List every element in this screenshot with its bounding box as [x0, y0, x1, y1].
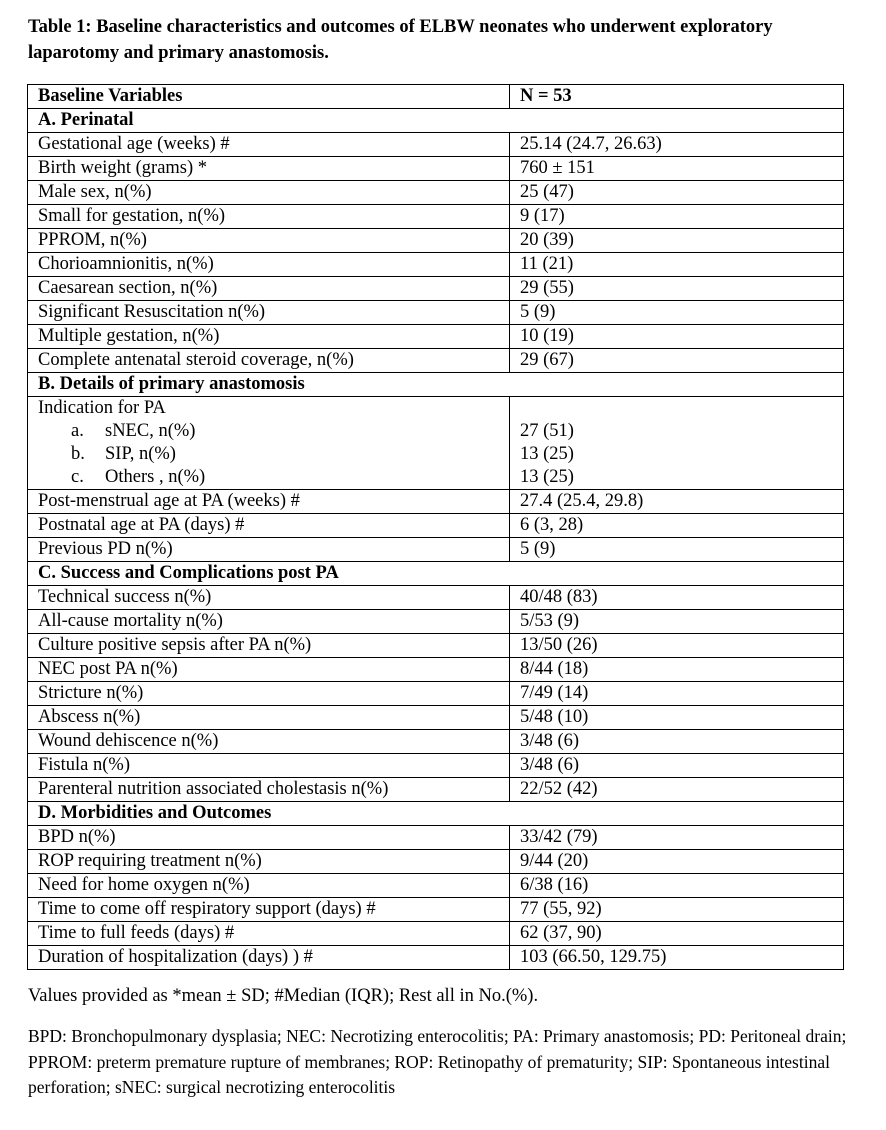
indication-item-value: 13 (25) — [520, 467, 574, 487]
table-header-row — [28, 85, 844, 109]
indication-item — [38, 466, 509, 489]
row-label: Gestational age (weeks) # — [28, 133, 510, 157]
row-label: Multiple gestation, n(%) — [28, 325, 510, 349]
row-label: Culture positive sepsis after PA n(%) — [28, 634, 510, 658]
table-row — [28, 874, 844, 898]
row-label: Duration of hospitalization (days) ) # — [28, 946, 510, 970]
table-row — [28, 253, 844, 277]
section-title: B. Details of primary anastomosis — [28, 373, 844, 397]
indication-item-value: 13 (25) — [520, 444, 574, 464]
baseline-table — [27, 84, 844, 970]
row-label: Male sex, n(%) — [28, 181, 510, 205]
table-row — [28, 325, 844, 349]
table-row — [28, 682, 844, 706]
table-row — [28, 850, 844, 874]
indication-item-label: Others , n(%) — [105, 467, 206, 487]
row-value: 62 (37, 90) — [510, 922, 844, 946]
indication-item — [38, 420, 509, 443]
table-row — [28, 133, 844, 157]
table-row — [28, 706, 844, 730]
table-row — [28, 205, 844, 229]
table-row — [28, 898, 844, 922]
table-row — [28, 181, 844, 205]
section-title: D. Morbidities and Outcomes — [28, 802, 844, 826]
table-row — [28, 826, 844, 850]
table-row — [28, 490, 844, 514]
row-label: NEC post PA n(%) — [28, 658, 510, 682]
table-row — [28, 946, 844, 970]
row-label: Time to come off respiratory support (days) # — [28, 898, 510, 922]
section-title: A. Perinatal — [28, 109, 844, 133]
row-label: Time to full feeds (days) # — [28, 922, 510, 946]
row-label: Wound dehiscence n(%) — [28, 730, 510, 754]
section-title: C. Success and Complications post PA — [28, 562, 844, 586]
row-label: Caesarean section, n(%) — [28, 277, 510, 301]
table-row — [28, 586, 844, 610]
table-row — [28, 349, 844, 373]
table-row — [28, 730, 844, 754]
row-value: 8/44 (18) — [510, 658, 844, 682]
row-label: Significant Resuscitation n(%) — [28, 301, 510, 325]
indication-values-cell — [510, 397, 844, 490]
section-row — [28, 373, 844, 397]
row-label: Parenteral nutrition associated cholestasis n(%) — [28, 778, 510, 802]
table-row — [28, 229, 844, 253]
row-label: PPROM, n(%) — [28, 229, 510, 253]
section-row — [28, 562, 844, 586]
row-value: 760 ± 151 — [510, 157, 844, 181]
row-label: Need for home oxygen n(%) — [28, 874, 510, 898]
table-row — [28, 538, 844, 562]
row-value: 103 (66.50, 129.75) — [510, 946, 844, 970]
indication-item-label: SIP, n(%) — [105, 444, 176, 464]
indication-cell — [28, 397, 510, 490]
row-value: 27.4 (25.4, 29.8) — [510, 490, 844, 514]
row-value: 7/49 (14) — [510, 682, 844, 706]
row-value: 5 (9) — [510, 301, 844, 325]
row-value: 29 (67) — [510, 349, 844, 373]
row-value: 5/48 (10) — [510, 706, 844, 730]
table-row — [28, 658, 844, 682]
row-value: 13/50 (26) — [510, 634, 844, 658]
row-value: 25 (47) — [510, 181, 844, 205]
row-label: Birth weight (grams) * — [28, 157, 510, 181]
row-label: All-cause mortality n(%) — [28, 610, 510, 634]
row-value: 20 (39) — [510, 229, 844, 253]
table-row — [28, 634, 844, 658]
section-row — [28, 802, 844, 826]
values-note: Values provided as *mean ± SD; #Median (IQR); Rest all in No.(%). — [28, 986, 539, 1006]
row-label: Chorioamnionitis, n(%) — [28, 253, 510, 277]
table-row — [28, 922, 844, 946]
row-value: 9 (17) — [510, 205, 844, 229]
indication-item — [38, 443, 509, 466]
table-row — [28, 277, 844, 301]
table-row — [28, 778, 844, 802]
row-label: Post-menstrual age at PA (weeks) # — [28, 490, 510, 514]
row-value: 5/53 (9) — [510, 610, 844, 634]
table-row — [28, 610, 844, 634]
row-label: Fistula n(%) — [28, 754, 510, 778]
row-label: Small for gestation, n(%) — [28, 205, 510, 229]
row-label: Complete antenatal steroid coverage, n(%) — [28, 349, 510, 373]
indication-item-label: sNEC, n(%) — [105, 421, 196, 441]
table-row — [28, 157, 844, 181]
row-value: 10 (19) — [510, 325, 844, 349]
row-value: 22/52 (42) — [510, 778, 844, 802]
header-n: N = 53 — [510, 85, 844, 109]
row-value: 3/48 (6) — [510, 754, 844, 778]
abbreviations-footnote: BPD: Bronchopulmonary dysplasia; NEC: Necrotizing enterocolitis; PA: Primary anastomosis; PD: Peritoneal drain; PPROM: preterm premature rupture of membranes; ROP: Retinopathy of prematurity; SIP: Spontaneous intestinal perforation; sNEC: surgical necrotizing enterocolitis — [28, 1026, 847, 1097]
row-value: 6 (3, 28) — [510, 514, 844, 538]
indication-row — [28, 397, 844, 490]
row-label: Previous PD n(%) — [28, 538, 510, 562]
table-row — [28, 301, 844, 325]
indication-label: Indication for PA — [38, 398, 166, 418]
section-row — [28, 109, 844, 133]
table-caption: Table 1: Baseline characteristics and outcomes of ELBW neonates who underwent exploratory laparotomy and primary anastomosis. — [28, 17, 773, 63]
row-value: 11 (21) — [510, 253, 844, 277]
indication-marker: b. — [71, 444, 85, 464]
table-row — [28, 514, 844, 538]
row-value: 40/48 (83) — [510, 586, 844, 610]
row-value: 9/44 (20) — [510, 850, 844, 874]
row-label: BPD n(%) — [28, 826, 510, 850]
row-label: ROP requiring treatment n(%) — [28, 850, 510, 874]
indication-marker: c. — [71, 467, 84, 487]
row-value: 33/42 (79) — [510, 826, 844, 850]
header-variables: Baseline Variables — [28, 85, 510, 109]
row-value: 5 (9) — [510, 538, 844, 562]
row-value: 77 (55, 92) — [510, 898, 844, 922]
row-value: 6/38 (16) — [510, 874, 844, 898]
indication-item-value: 27 (51) — [520, 421, 574, 441]
row-value: 3/48 (6) — [510, 730, 844, 754]
table-row — [28, 754, 844, 778]
row-label: Stricture n(%) — [28, 682, 510, 706]
row-value: 29 (55) — [510, 277, 844, 301]
row-label: Abscess n(%) — [28, 706, 510, 730]
row-label: Postnatal age at PA (days) # — [28, 514, 510, 538]
row-value: 25.14 (24.7, 26.63) — [510, 133, 844, 157]
indication-marker: a. — [71, 421, 84, 441]
row-label: Technical success n(%) — [28, 586, 510, 610]
